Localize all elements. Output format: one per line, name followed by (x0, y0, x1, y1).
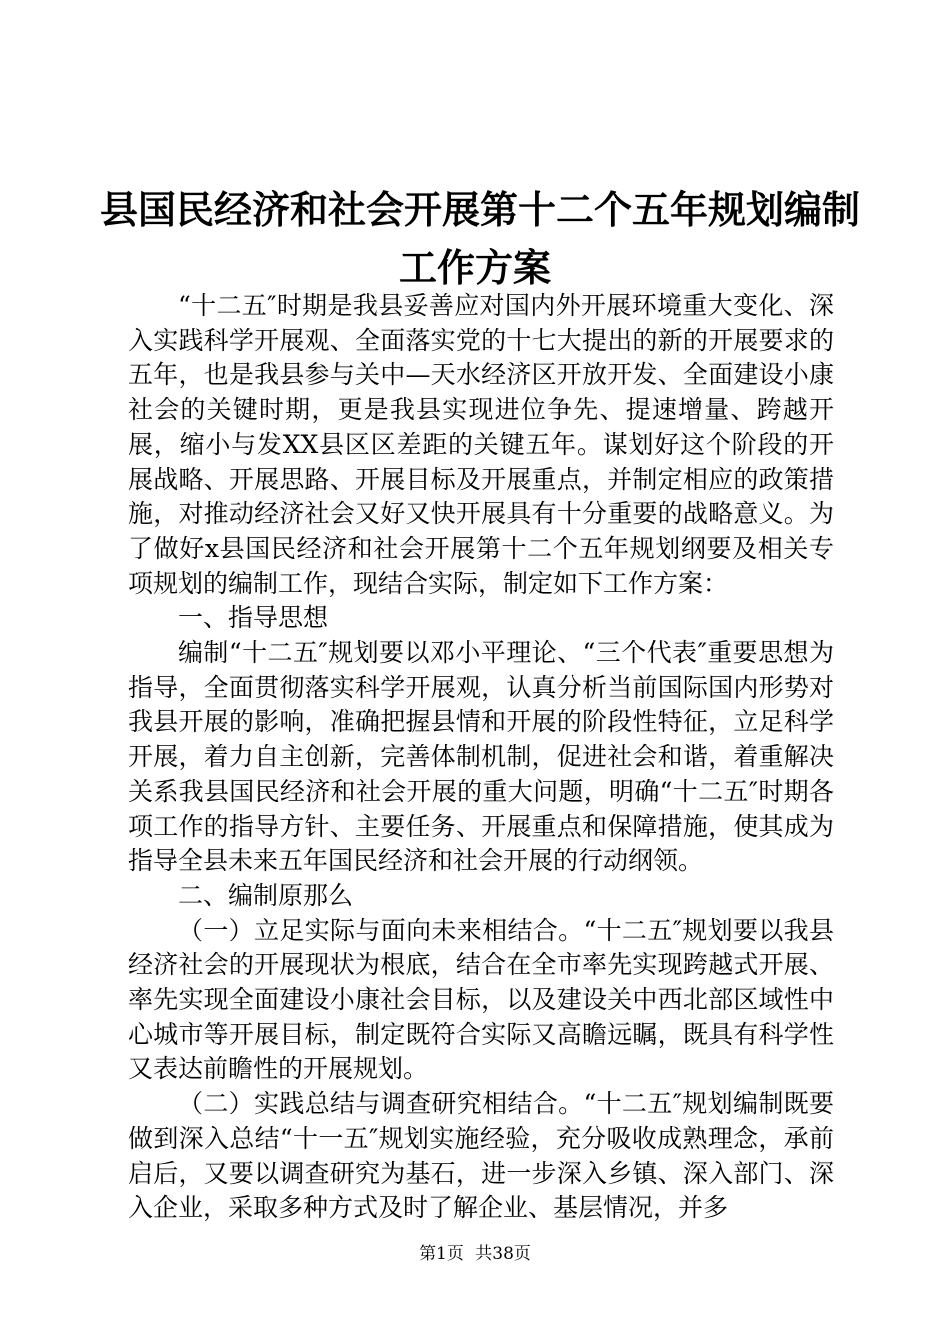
page-number: 第1页 (419, 1244, 464, 1264)
paragraph-principle-2: （二）实践总结与调查研究相结合。“十二五″规划编制既要做到深入总结“十一五″规划实施经验，充分吸收成熟理念，承前启后，又要以调查研究为基石，进一步深入乡镇、深入部门、深入企业，采取多种方式及时了解企业、基层情况，并多 (128, 1089, 834, 1223)
section-heading-guiding-thought: 一、指导思想 (178, 603, 329, 633)
paragraph-guiding-thought: 编制“十二五″规划要以邓小平理论、“三个代表″重要思想为指导，全面贯彻落实科学开展观，认真分析当前国际国内形势对我县开展的影响，准确把握县情和开展的阶段性特征，立足科学开展，着力自主创新，完善体制机制，促进社会和谐，着重解决关系我县国民经济和社会开展的重大问题，明确“十二五″时期各项工作的指导方针、主要任务、开展重点和保障措施，使其成为指导全县未来五年国民经济和社会开展的行动纲领。 (128, 638, 834, 876)
page-footer (0, 1243, 950, 1265)
document-title-line-2: 工作方案 (398, 246, 551, 290)
document-title-line-1: 县国民经济和社会开展第十二个五年规划编制 (100, 188, 861, 232)
document-body (128, 289, 834, 1226)
page-total: 共38页 (475, 1244, 531, 1264)
paragraph-principle-1: （一）立足实际与面向未来相结合。“十二五″规划要以我县经济社会的开展现状为根底，结合在全市率先实现跨越式开展、率先实现全面建设小康社会目标，以及建设关中西北部区域性中心城市等开展目标，制定既符合实际又高瞻远瞩，既具有科学性又表达前瞻性的开展规划。 (128, 915, 834, 1084)
section-heading-principles: 二、编制原那么 (178, 880, 354, 910)
paragraph-intro: “十二五″时期是我县妥善应对国内外开展环境重大变化、深入实践科学开展观、全面落实党的十七大提出的新的开展要求的五年，也是我县参与关中—天水经济区开放开发、全面建设小康社会的关键时期，更是我县实现进位争先、提速增量、跨越开展，缩小与发XX县区区差距的关键五年。谋划好这个阶段的开展战略、开展思路、开展目标及开展重点，并制定相应的政策措施，对推动经济社会又好又快开展具有十分重要的战略意义。为了做好x县国民经济和社会开展第十二个五年规划纲要及相关专项规划的编制工作，现结合实际，制定如下工作方案： (128, 291, 834, 598)
